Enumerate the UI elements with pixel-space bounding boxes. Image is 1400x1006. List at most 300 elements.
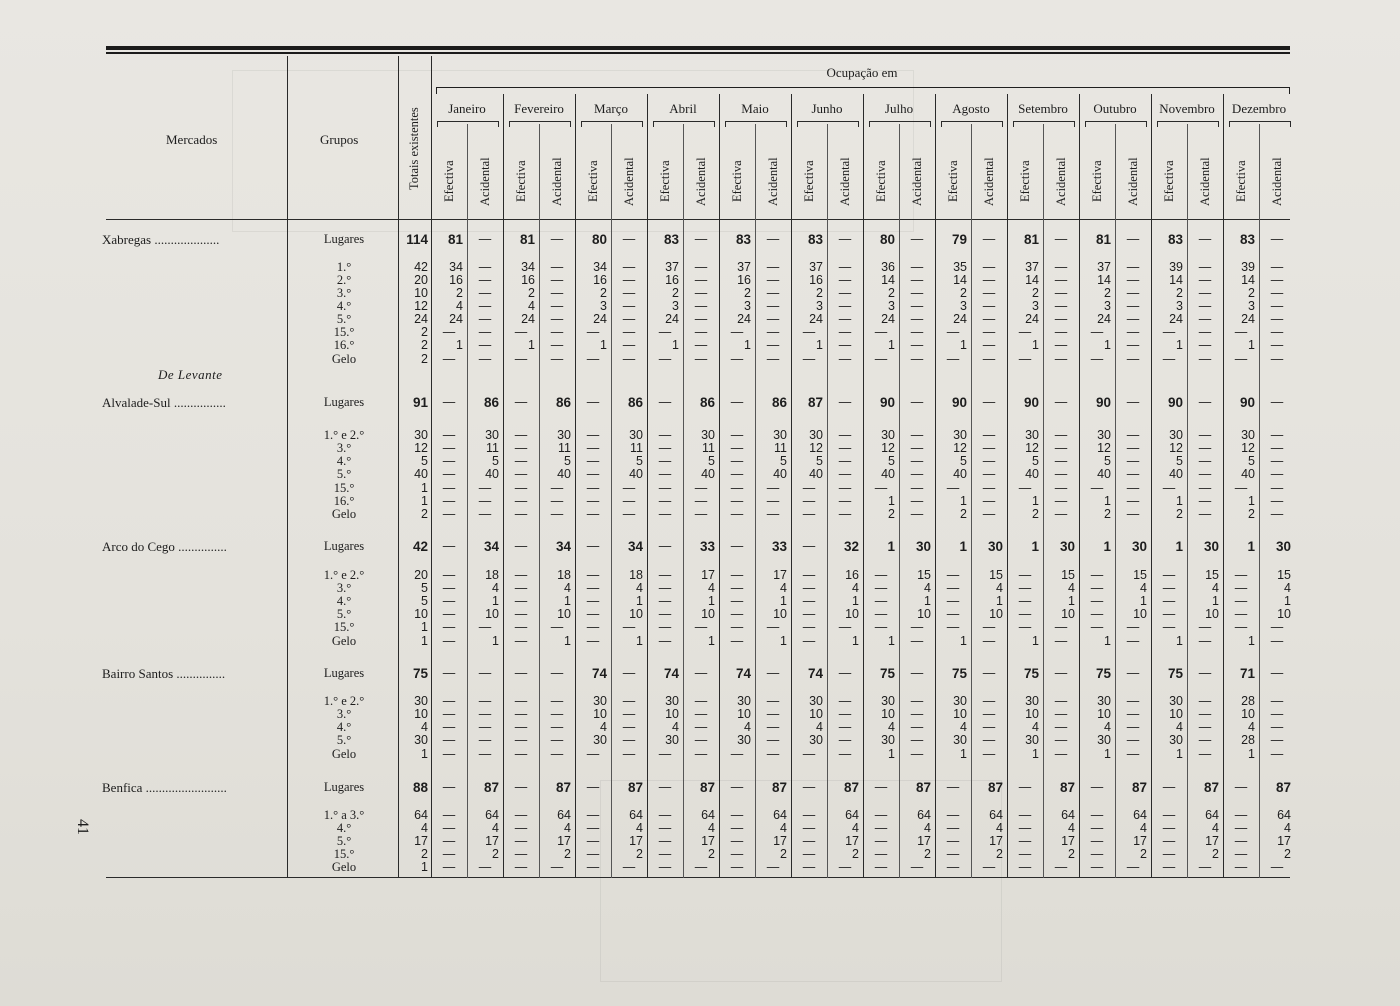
efectiva-value: —: [514, 581, 528, 595]
acidental-value: —: [766, 507, 780, 521]
group-label: Gelo: [331, 352, 357, 366]
acidental-value: —: [766, 747, 780, 761]
acidental-value: 10: [629, 607, 643, 621]
efectiva-value: —: [1090, 594, 1104, 608]
acidental-value: 1: [564, 634, 571, 648]
efectiva-value: —: [730, 860, 744, 874]
acidental-value: —: [1054, 733, 1068, 747]
efectiva-value: —: [586, 539, 600, 553]
efectiva-value: —: [1162, 607, 1176, 621]
efectiva-value: —: [514, 481, 528, 495]
efectiva-value: 36: [881, 260, 895, 274]
acidental-value: 17: [1205, 834, 1219, 848]
efectiva-value: 2: [1104, 507, 1111, 521]
efectiva-value: —: [586, 352, 600, 366]
group-label: 1.° e 2.°: [323, 428, 365, 442]
acidental-value: 40: [629, 467, 643, 481]
efectiva-value: 30: [665, 694, 679, 708]
efectiva-value: —: [946, 860, 960, 874]
column-rule: [539, 124, 540, 878]
acidental-value: 4: [1068, 581, 1075, 595]
efectiva-value: 30: [1169, 428, 1183, 442]
total-value: 88: [412, 780, 428, 795]
acidental-value: —: [982, 338, 996, 352]
efectiva-value: —: [1162, 834, 1176, 848]
efectiva-value: —: [730, 539, 744, 553]
acidental-value: —: [910, 428, 924, 442]
total-value: 12: [414, 299, 428, 313]
acidental-value: —: [1126, 273, 1140, 287]
efectiva-value: —: [514, 352, 528, 366]
efectiva-value: —: [658, 352, 672, 366]
acidental-value: —: [622, 260, 636, 274]
acidental-value: —: [1270, 325, 1284, 339]
acidental-value: 4: [1068, 821, 1075, 835]
efectiva-value: —: [1090, 620, 1104, 634]
acidental-value: —: [982, 352, 996, 366]
efectiva-value: —: [1018, 352, 1032, 366]
acidental-value: —: [838, 232, 852, 246]
efectiva-value: 90: [1023, 395, 1039, 410]
acidental-value: —: [910, 395, 924, 409]
acidental-value: —: [1054, 352, 1068, 366]
acidental-value: —: [1054, 441, 1068, 455]
efectiva-value: 10: [593, 707, 607, 721]
efectiva-value: 3: [672, 299, 679, 313]
efectiva-value: —: [874, 568, 888, 582]
group-label: 16.°: [333, 494, 355, 508]
efectiva-value: —: [442, 821, 456, 835]
header-mercados: Mercados: [166, 132, 218, 147]
efectiva-value: 16: [449, 273, 463, 287]
acidental-value: —: [1054, 467, 1068, 481]
acidental-value: 2: [1212, 847, 1219, 861]
acidental-value: —: [1270, 286, 1284, 300]
acidental-value: —: [1126, 338, 1140, 352]
efectiva-value: —: [586, 454, 600, 468]
efectiva-value: 10: [665, 707, 679, 721]
efectiva-value: 34: [449, 260, 463, 274]
efectiva-value: 81: [519, 232, 535, 247]
efectiva-value: —: [1018, 780, 1032, 794]
efectiva-value: 1: [456, 338, 463, 352]
efectiva-value: 4: [672, 720, 679, 734]
efectiva-value: 1: [1248, 338, 1255, 352]
acidental-value: —: [982, 494, 996, 508]
total-value: 30: [414, 694, 428, 708]
acidental-value: —: [982, 666, 996, 680]
efectiva-value: —: [1090, 834, 1104, 848]
acidental-value: —: [1126, 467, 1140, 481]
acidental-value: 64: [773, 808, 787, 822]
acidental-value: —: [550, 338, 564, 352]
efectiva-value: 80: [879, 232, 895, 247]
acidental-value: —: [766, 481, 780, 495]
acidental-value: —: [622, 273, 636, 287]
acidental-value: —: [910, 694, 924, 708]
group-label: 3.°: [336, 707, 352, 721]
acidental-value: —: [1054, 720, 1068, 734]
acidental-value: —: [550, 620, 564, 634]
acidental-value: 64: [1277, 808, 1291, 822]
bleed-through: [232, 70, 914, 232]
efectiva-value: 4: [960, 720, 967, 734]
efectiva-value: —: [874, 847, 888, 861]
efectiva-value: —: [1018, 808, 1032, 822]
acidental-value: 4: [852, 581, 859, 595]
efectiva-value: —: [586, 568, 600, 582]
acidental-value: —: [766, 325, 780, 339]
acidental-value: —: [1054, 507, 1068, 521]
acidental-value: 87: [627, 780, 643, 795]
efectiva-value: 75: [879, 666, 895, 681]
efectiva-value: —: [946, 620, 960, 634]
acidental-value: 86: [771, 395, 787, 410]
acidental-value: —: [1198, 481, 1212, 495]
efectiva-value: 1: [1176, 338, 1183, 352]
acidental-value: 87: [483, 780, 499, 795]
acidental-value: —: [910, 273, 924, 287]
efectiva-value: —: [802, 780, 816, 794]
total-value: 2: [421, 847, 428, 861]
acidental-value: —: [1198, 720, 1212, 734]
efectiva-value: 2: [816, 286, 823, 300]
efectiva-value: —: [730, 494, 744, 508]
efectiva-value: 14: [1097, 273, 1111, 287]
acidental-value: 4: [708, 821, 715, 835]
acidental-value: —: [1054, 494, 1068, 508]
acidental-value: —: [1054, 299, 1068, 313]
month-brace: [509, 121, 571, 127]
group-label: 4.°: [336, 821, 352, 835]
acidental-value: —: [910, 733, 924, 747]
efectiva-value: —: [442, 860, 456, 874]
acidental-value: —: [1126, 395, 1140, 409]
efectiva-value: 1: [888, 338, 895, 352]
acidental-value: —: [622, 494, 636, 508]
acidental-value: —: [1126, 481, 1140, 495]
efectiva-value: 1: [1104, 494, 1111, 508]
efectiva-value: 14: [1241, 273, 1255, 287]
efectiva-value: 10: [1025, 707, 1039, 721]
acidental-value: —: [694, 694, 708, 708]
column-rule: [1043, 124, 1044, 878]
acidental-value: —: [622, 352, 636, 366]
acidental-value: 15: [917, 568, 931, 582]
acidental-value: 30: [1131, 539, 1147, 554]
acidental-value: —: [622, 232, 636, 246]
acidental-value: 4: [924, 821, 931, 835]
acidental-value: 30: [485, 428, 499, 442]
acidental-value: —: [838, 299, 852, 313]
acidental-value: —: [766, 312, 780, 326]
acidental-value: —: [478, 312, 492, 326]
efectiva-value: —: [730, 325, 744, 339]
acidental-value: —: [1198, 634, 1212, 648]
efectiva-value: 12: [1025, 441, 1039, 455]
acidental-value: —: [622, 707, 636, 721]
acidental-value: —: [1198, 620, 1212, 634]
efectiva-value: 5: [888, 454, 895, 468]
subheader-efectiva: Efectiva: [586, 160, 600, 202]
efectiva-value: —: [946, 834, 960, 848]
acidental-value: —: [1054, 860, 1068, 874]
acidental-value: —: [694, 260, 708, 274]
acidental-value: —: [694, 312, 708, 326]
total-value: 40: [414, 467, 428, 481]
efectiva-value: —: [1018, 620, 1032, 634]
acidental-value: —: [766, 733, 780, 747]
acidental-value: —: [1126, 232, 1140, 246]
acidental-value: —: [1198, 747, 1212, 761]
acidental-value: —: [982, 299, 996, 313]
efectiva-value: 1: [1176, 747, 1183, 761]
efectiva-value: —: [1234, 607, 1248, 621]
acidental-value: —: [1198, 325, 1212, 339]
efectiva-value: 1: [887, 539, 895, 554]
subheader-efectiva: Efectiva: [946, 160, 960, 202]
efectiva-value: —: [946, 325, 960, 339]
acidental-value: —: [766, 720, 780, 734]
acidental-value: —: [838, 620, 852, 634]
acidental-value: 30: [1203, 539, 1219, 554]
acidental-value: 10: [557, 607, 571, 621]
section-label: De Levante: [158, 367, 223, 382]
subheader-efectiva: Efectiva: [802, 160, 816, 202]
acidental-value: 87: [555, 780, 571, 795]
market-name: Xabregas ....................: [102, 232, 220, 247]
acidental-value: —: [694, 733, 708, 747]
acidental-value: —: [1126, 325, 1140, 339]
efectiva-value: —: [514, 808, 528, 822]
column-rule: [1187, 124, 1188, 878]
acidental-value: —: [1126, 260, 1140, 274]
efectiva-value: 1: [600, 338, 607, 352]
acidental-value: —: [478, 747, 492, 761]
efectiva-value: —: [730, 847, 744, 861]
efectiva-value: —: [514, 860, 528, 874]
group-label: 5.°: [336, 834, 352, 848]
efectiva-value: —: [802, 352, 816, 366]
efectiva-value: —: [1234, 860, 1248, 874]
acidental-value: —: [766, 694, 780, 708]
efectiva-value: 83: [807, 232, 823, 247]
efectiva-value: 30: [809, 694, 823, 708]
efectiva-value: —: [514, 539, 528, 553]
efectiva-value: —: [1090, 821, 1104, 835]
efectiva-value: 30: [1025, 733, 1039, 747]
market-name: Alvalade-Sul ................: [102, 395, 226, 410]
acidental-value: 64: [845, 808, 859, 822]
efectiva-value: 2: [1248, 286, 1255, 300]
acidental-value: —: [910, 666, 924, 680]
subheader-acidental: Acidental: [622, 157, 636, 206]
efectiva-value: —: [874, 860, 888, 874]
acidental-value: —: [1126, 441, 1140, 455]
efectiva-value: 81: [1095, 232, 1111, 247]
efectiva-value: 1: [528, 338, 535, 352]
month-header: Setembro: [1018, 101, 1068, 116]
header-ocupacao: Ocupação em: [826, 65, 898, 80]
acidental-value: —: [1054, 325, 1068, 339]
efectiva-value: 40: [1169, 467, 1183, 481]
efectiva-value: —: [874, 780, 888, 794]
acidental-value: —: [1270, 260, 1284, 274]
efectiva-value: —: [874, 325, 888, 339]
acidental-value: —: [1270, 299, 1284, 313]
group-label: 4.°: [336, 454, 352, 468]
acidental-value: —: [1198, 260, 1212, 274]
acidental-value: —: [982, 634, 996, 648]
acidental-value: 40: [701, 467, 715, 481]
acidental-value: —: [1054, 694, 1068, 708]
page-number: 41: [74, 819, 91, 835]
efectiva-value: —: [658, 834, 672, 848]
month-brace: [941, 121, 1003, 127]
efectiva-value: 30: [953, 694, 967, 708]
efectiva-value: 4: [1032, 720, 1039, 734]
total-value: 64: [414, 808, 428, 822]
acidental-value: 5: [492, 454, 499, 468]
acidental-value: —: [1054, 634, 1068, 648]
total-value: 5: [421, 581, 428, 595]
acidental-value: —: [1270, 441, 1284, 455]
acidental-value: —: [550, 260, 564, 274]
acidental-value: 10: [485, 607, 499, 621]
acidental-value: —: [838, 507, 852, 521]
efectiva-value: 34: [593, 260, 607, 274]
acidental-value: —: [550, 666, 564, 680]
acidental-value: —: [694, 338, 708, 352]
acidental-value: —: [622, 747, 636, 761]
efectiva-value: 5: [816, 454, 823, 468]
acidental-value: 34: [555, 539, 571, 554]
efectiva-value: 40: [1097, 467, 1111, 481]
acidental-value: 1: [708, 594, 715, 608]
efectiva-value: —: [1234, 620, 1248, 634]
acidental-value: 1: [564, 594, 571, 608]
efectiva-value: —: [730, 747, 744, 761]
acidental-value: —: [550, 481, 564, 495]
acidental-value: —: [910, 620, 924, 634]
acidental-value: 33: [699, 539, 715, 554]
efectiva-value: 30: [809, 428, 823, 442]
efectiva-value: —: [1234, 780, 1248, 794]
efectiva-value: —: [1234, 847, 1248, 861]
efectiva-value: —: [586, 507, 600, 521]
acidental-value: 30: [773, 428, 787, 442]
efectiva-value: —: [658, 747, 672, 761]
column-rule: [398, 56, 399, 878]
efectiva-value: 74: [807, 666, 823, 681]
acidental-value: 4: [636, 581, 643, 595]
column-rule: [1259, 124, 1260, 878]
efectiva-value: —: [946, 821, 960, 835]
efectiva-value: —: [442, 707, 456, 721]
column-rule: [575, 94, 576, 878]
total-value: 5: [421, 594, 428, 608]
acidental-value: —: [622, 312, 636, 326]
efectiva-value: —: [802, 747, 816, 761]
acidental-value: 4: [1284, 581, 1291, 595]
efectiva-value: 14: [953, 273, 967, 287]
acidental-value: 30: [1275, 539, 1291, 554]
group-label: 4.°: [336, 594, 352, 608]
efectiva-value: —: [658, 539, 672, 553]
efectiva-value: —: [1090, 581, 1104, 595]
efectiva-value: 81: [447, 232, 463, 247]
efectiva-value: 1: [1032, 494, 1039, 508]
efectiva-value: —: [514, 507, 528, 521]
acidental-value: 4: [1284, 821, 1291, 835]
efectiva-value: —: [946, 607, 960, 621]
acidental-value: 10: [1277, 607, 1291, 621]
efectiva-value: —: [1090, 352, 1104, 366]
acidental-value: —: [622, 733, 636, 747]
efectiva-value: 1: [1176, 494, 1183, 508]
total-value: 1: [421, 494, 428, 508]
efectiva-value: —: [1234, 352, 1248, 366]
total-value: 1: [421, 860, 428, 874]
subheader-acidental: Acidental: [1126, 157, 1140, 206]
efectiva-value: —: [658, 507, 672, 521]
efectiva-value: —: [586, 594, 600, 608]
acidental-value: 64: [1133, 808, 1147, 822]
acidental-value: —: [1126, 666, 1140, 680]
efectiva-value: 24: [881, 312, 895, 326]
acidental-value: —: [910, 325, 924, 339]
subheader-acidental: Acidental: [982, 157, 996, 206]
efectiva-value: 40: [1241, 467, 1255, 481]
efectiva-value: —: [586, 325, 600, 339]
efectiva-value: —: [1234, 481, 1248, 495]
acidental-value: —: [910, 481, 924, 495]
efectiva-value: —: [1162, 594, 1176, 608]
efectiva-value: 3: [816, 299, 823, 313]
efectiva-value: —: [802, 481, 816, 495]
acidental-value: 10: [989, 607, 1003, 621]
efectiva-value: —: [730, 594, 744, 608]
acidental-value: —: [982, 232, 996, 246]
acidental-value: —: [1198, 441, 1212, 455]
acidental-value: —: [694, 666, 708, 680]
acidental-value: —: [694, 299, 708, 313]
acidental-value: —: [982, 620, 996, 634]
efectiva-value: —: [1018, 821, 1032, 835]
efectiva-value: 1: [1032, 634, 1039, 648]
efectiva-value: —: [1234, 568, 1248, 582]
efectiva-value: —: [730, 780, 744, 794]
acidental-value: 17: [989, 834, 1003, 848]
efectiva-value: —: [802, 860, 816, 874]
efectiva-value: —: [802, 594, 816, 608]
efectiva-value: 24: [449, 312, 463, 326]
efectiva-value: —: [730, 568, 744, 582]
acidental-value: 10: [773, 607, 787, 621]
efectiva-value: —: [802, 581, 816, 595]
efectiva-value: —: [514, 634, 528, 648]
acidental-value: —: [478, 620, 492, 634]
efectiva-value: 24: [593, 312, 607, 326]
acidental-value: 1: [492, 594, 499, 608]
acidental-value: —: [982, 481, 996, 495]
efectiva-value: —: [586, 581, 600, 595]
efectiva-value: —: [1234, 594, 1248, 608]
acidental-value: —: [1198, 312, 1212, 326]
efectiva-value: —: [586, 467, 600, 481]
efectiva-value: 1: [960, 338, 967, 352]
acidental-value: 1: [780, 594, 787, 608]
